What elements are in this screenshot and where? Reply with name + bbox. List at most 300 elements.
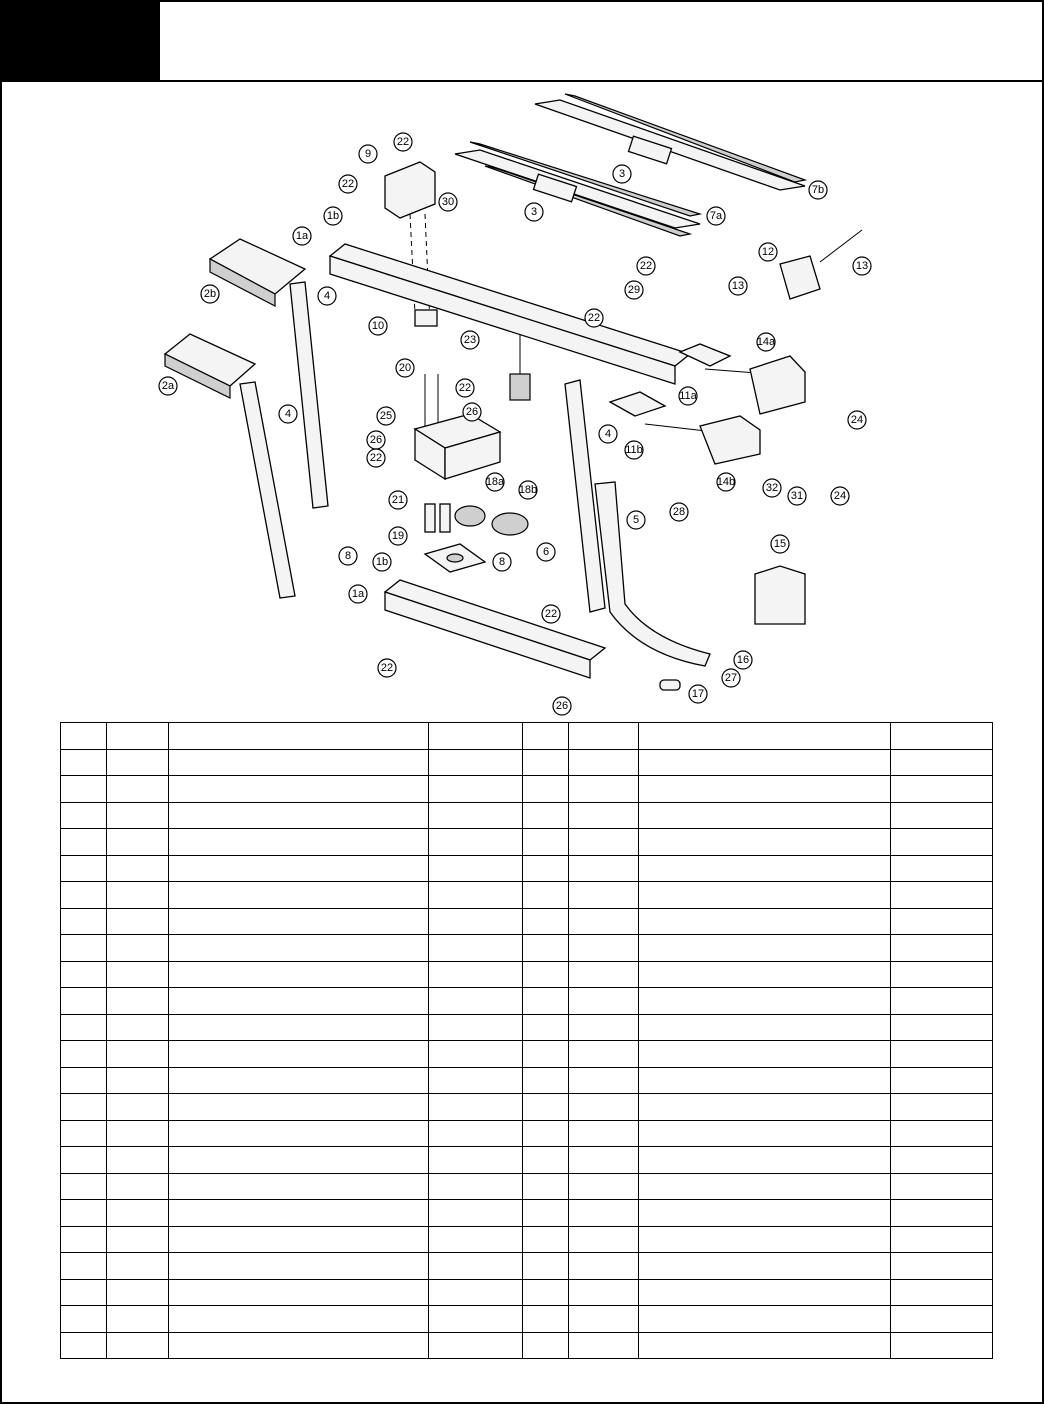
table-cell bbox=[891, 882, 993, 909]
svg-text:28: 28 bbox=[672, 506, 686, 518]
table-cell bbox=[169, 776, 429, 803]
svg-text:5: 5 bbox=[632, 514, 640, 526]
table-cell bbox=[569, 1120, 639, 1147]
table-cell bbox=[169, 961, 429, 988]
callout-16 bbox=[734, 651, 752, 669]
table-cell bbox=[891, 1120, 993, 1147]
table-row bbox=[61, 1332, 993, 1359]
svg-text:18a: 18a bbox=[485, 476, 505, 488]
table-cell bbox=[523, 1253, 569, 1280]
table-cell bbox=[891, 1173, 993, 1200]
svg-text:11b: 11b bbox=[625, 444, 643, 456]
table-cell bbox=[61, 855, 107, 882]
svg-text:26: 26 bbox=[369, 434, 383, 446]
table-cell bbox=[569, 908, 639, 935]
callout-22d bbox=[585, 309, 603, 327]
callout-5 bbox=[627, 511, 645, 529]
table-cell bbox=[523, 882, 569, 909]
callout-11a bbox=[679, 387, 698, 405]
table-cell bbox=[639, 1253, 891, 1280]
table-cell bbox=[61, 1253, 107, 1280]
table-cell bbox=[569, 882, 639, 909]
table-cell bbox=[639, 1094, 891, 1121]
table-cell bbox=[61, 1279, 107, 1306]
callout-22g bbox=[542, 605, 560, 623]
table-row bbox=[61, 961, 993, 988]
table-cell bbox=[107, 988, 169, 1015]
table-cell bbox=[107, 935, 169, 962]
table-cell bbox=[523, 1279, 569, 1306]
table-cell bbox=[107, 1226, 169, 1253]
table-cell bbox=[639, 961, 891, 988]
table-cell bbox=[429, 1306, 523, 1333]
table-cell bbox=[429, 776, 523, 803]
table-cell bbox=[523, 1200, 569, 1227]
svg-text:7b: 7b bbox=[811, 184, 825, 196]
table-cell bbox=[61, 1173, 107, 1200]
table-cell bbox=[107, 1014, 169, 1041]
callout-1a-upper bbox=[293, 227, 311, 245]
svg-text:27: 27 bbox=[724, 672, 738, 684]
table-cell bbox=[639, 749, 891, 776]
table-cell bbox=[429, 723, 523, 750]
callout-11b bbox=[625, 441, 643, 459]
callout-18b bbox=[519, 481, 537, 499]
table-cell bbox=[107, 961, 169, 988]
callout-22f bbox=[367, 449, 385, 467]
svg-text:22: 22 bbox=[458, 382, 472, 394]
table-cell bbox=[569, 1041, 639, 1068]
table-row bbox=[61, 1041, 993, 1068]
table-cell bbox=[639, 1226, 891, 1253]
svg-text:4: 4 bbox=[284, 408, 292, 420]
table-cell bbox=[429, 1067, 523, 1094]
table-cell bbox=[523, 1120, 569, 1147]
pulley-18a bbox=[455, 506, 485, 526]
svg-text:21: 21 bbox=[391, 494, 405, 506]
svg-text:3: 3 bbox=[530, 206, 538, 218]
table-cell bbox=[429, 1200, 523, 1227]
table-cell bbox=[639, 802, 891, 829]
callout-4-center bbox=[599, 425, 617, 443]
table-cell bbox=[639, 855, 891, 882]
header-black-block bbox=[0, 0, 160, 80]
table-cell bbox=[429, 1041, 523, 1068]
callout-28 bbox=[670, 503, 688, 521]
table-cell bbox=[891, 855, 993, 882]
svg-text:26: 26 bbox=[465, 406, 479, 418]
table-cell bbox=[61, 1041, 107, 1068]
table-cell bbox=[107, 1253, 169, 1280]
spring-23 bbox=[510, 334, 530, 400]
table-cell bbox=[61, 829, 107, 856]
table-cell bbox=[169, 802, 429, 829]
table-cell bbox=[569, 1306, 639, 1333]
bracket-9 bbox=[385, 162, 435, 218]
table-cell bbox=[569, 961, 639, 988]
table-cell bbox=[639, 1120, 891, 1147]
callout-1a-lower bbox=[349, 585, 367, 603]
svg-text:1b: 1b bbox=[326, 210, 340, 222]
svg-text:2b: 2b bbox=[203, 288, 217, 300]
table-cell bbox=[169, 1279, 429, 1306]
table-row bbox=[61, 1279, 993, 1306]
callout-17 bbox=[689, 685, 707, 703]
table-cell bbox=[523, 1067, 569, 1094]
table-cell bbox=[107, 829, 169, 856]
svg-text:23: 23 bbox=[463, 334, 477, 346]
table-cell bbox=[569, 1014, 639, 1041]
table-cell bbox=[569, 855, 639, 882]
table-cell bbox=[107, 723, 169, 750]
callout-26c bbox=[553, 697, 571, 715]
svg-text:22: 22 bbox=[380, 662, 394, 674]
svg-text:1b: 1b bbox=[375, 556, 389, 568]
table-cell bbox=[429, 1253, 523, 1280]
svg-text:7a: 7a bbox=[709, 210, 723, 222]
table-row bbox=[61, 882, 993, 909]
bracket-12 bbox=[780, 256, 820, 299]
table-row bbox=[61, 1226, 993, 1253]
svg-text:15: 15 bbox=[773, 538, 787, 550]
table-cell bbox=[107, 776, 169, 803]
callout-19 bbox=[389, 527, 407, 545]
table-cell bbox=[569, 935, 639, 962]
callout-24a bbox=[848, 411, 866, 429]
callout-29 bbox=[625, 281, 643, 299]
callout-26a bbox=[463, 403, 481, 421]
callout-10 bbox=[369, 317, 387, 335]
callout-4-left bbox=[279, 405, 297, 423]
table-cell bbox=[891, 1253, 993, 1280]
table-cell bbox=[639, 1067, 891, 1094]
table-cell bbox=[523, 776, 569, 803]
table-cell bbox=[891, 1279, 993, 1306]
callout-4-upper bbox=[318, 287, 336, 305]
table-cell bbox=[169, 723, 429, 750]
table-cell bbox=[107, 882, 169, 909]
table-cell bbox=[891, 1147, 993, 1174]
svg-text:26: 26 bbox=[555, 700, 569, 712]
table-cell bbox=[61, 1120, 107, 1147]
table-cell bbox=[639, 1041, 891, 1068]
table-cell bbox=[523, 1014, 569, 1041]
table-row bbox=[61, 855, 993, 882]
table-cell bbox=[61, 882, 107, 909]
table-row bbox=[61, 723, 993, 750]
table-cell bbox=[169, 1120, 429, 1147]
table-cell bbox=[523, 1147, 569, 1174]
table-row bbox=[61, 1147, 993, 1174]
table-cell bbox=[107, 855, 169, 882]
table-cell bbox=[639, 1147, 891, 1174]
table-row bbox=[61, 1067, 993, 1094]
table-row bbox=[61, 908, 993, 935]
svg-text:19: 19 bbox=[391, 530, 405, 542]
table-cell bbox=[429, 1279, 523, 1306]
svg-text:32: 32 bbox=[765, 482, 779, 494]
table-cell bbox=[429, 829, 523, 856]
svg-text:4: 4 bbox=[323, 290, 331, 302]
table-cell bbox=[523, 935, 569, 962]
table-cell bbox=[107, 908, 169, 935]
table-cell bbox=[569, 749, 639, 776]
table-row bbox=[61, 1014, 993, 1041]
table-cell bbox=[61, 1226, 107, 1253]
table-row bbox=[61, 1094, 993, 1121]
table-cell bbox=[569, 988, 639, 1015]
table-cell bbox=[891, 1094, 993, 1121]
table-row bbox=[61, 802, 993, 829]
table-cell bbox=[891, 935, 993, 962]
svg-text:22: 22 bbox=[341, 178, 355, 190]
callout-14b bbox=[717, 473, 735, 491]
table-cell bbox=[639, 776, 891, 803]
table-cell bbox=[107, 802, 169, 829]
table-cell bbox=[61, 935, 107, 962]
callout-22c bbox=[637, 257, 655, 275]
svg-text:22: 22 bbox=[587, 312, 601, 324]
bolt-20 bbox=[425, 374, 438, 429]
callout-7b bbox=[809, 181, 827, 199]
table-cell bbox=[639, 1332, 891, 1359]
table-cell bbox=[61, 1014, 107, 1041]
table-cell bbox=[891, 908, 993, 935]
svg-text:22: 22 bbox=[544, 608, 558, 620]
table-cell bbox=[569, 1094, 639, 1121]
table-cell bbox=[61, 1094, 107, 1121]
angle-1a-upper bbox=[330, 244, 690, 384]
table-cell bbox=[169, 1041, 429, 1068]
callout-8a bbox=[339, 547, 357, 565]
table-cell bbox=[639, 723, 891, 750]
parts-list-table bbox=[60, 722, 993, 1359]
table-cell bbox=[891, 776, 993, 803]
table-cell bbox=[523, 908, 569, 935]
bracket-14b bbox=[700, 416, 760, 464]
callout-24b bbox=[831, 487, 849, 505]
svg-text:13: 13 bbox=[855, 260, 869, 272]
svg-text:3: 3 bbox=[618, 168, 626, 180]
svg-text:30: 30 bbox=[441, 196, 455, 208]
callout-23 bbox=[461, 331, 479, 349]
table-cell bbox=[569, 776, 639, 803]
table-cell bbox=[569, 1147, 639, 1174]
callout-26b bbox=[367, 431, 385, 449]
callout-3-lower bbox=[525, 203, 543, 221]
table-cell bbox=[61, 1067, 107, 1094]
callout-27 bbox=[722, 669, 740, 687]
svg-text:16: 16 bbox=[736, 654, 750, 666]
table-cell bbox=[891, 1332, 993, 1359]
svg-text:31: 31 bbox=[790, 490, 804, 502]
table-cell bbox=[569, 1067, 639, 1094]
table-cell bbox=[523, 723, 569, 750]
table-cell bbox=[569, 1253, 639, 1280]
svg-text:20: 20 bbox=[398, 362, 412, 374]
table-cell bbox=[169, 1067, 429, 1094]
table-cell bbox=[107, 1067, 169, 1094]
table-cell bbox=[523, 855, 569, 882]
table-cell bbox=[107, 1173, 169, 1200]
table-cell bbox=[429, 961, 523, 988]
table-cell bbox=[523, 988, 569, 1015]
table-row bbox=[61, 829, 993, 856]
table-cell bbox=[61, 1147, 107, 1174]
callout-8b bbox=[493, 553, 511, 571]
table-cell bbox=[523, 829, 569, 856]
table-cell bbox=[169, 935, 429, 962]
table-cell bbox=[429, 802, 523, 829]
table-cell bbox=[169, 988, 429, 1015]
table-cell bbox=[639, 1200, 891, 1227]
table-cell bbox=[107, 749, 169, 776]
table-cell bbox=[639, 882, 891, 909]
table-cell bbox=[429, 1014, 523, 1041]
table-row bbox=[61, 749, 993, 776]
table-cell bbox=[639, 1306, 891, 1333]
callout-20 bbox=[396, 359, 414, 377]
table-cell bbox=[891, 723, 993, 750]
svg-text:8: 8 bbox=[498, 556, 506, 568]
table-cell bbox=[169, 1332, 429, 1359]
table-cell bbox=[169, 1253, 429, 1280]
pulley-18b bbox=[492, 513, 528, 535]
table-cell bbox=[107, 1147, 169, 1174]
table-cell bbox=[107, 1306, 169, 1333]
table-cell bbox=[639, 1173, 891, 1200]
svg-text:17: 17 bbox=[691, 688, 705, 700]
table-cell bbox=[891, 961, 993, 988]
table-cell bbox=[107, 1120, 169, 1147]
table-cell bbox=[569, 1226, 639, 1253]
table-cell bbox=[523, 1306, 569, 1333]
table-cell bbox=[61, 723, 107, 750]
table-row bbox=[61, 776, 993, 803]
table-cell bbox=[639, 935, 891, 962]
bracket-14a bbox=[750, 356, 805, 414]
table-cell bbox=[61, 1332, 107, 1359]
callout-12 bbox=[759, 243, 777, 261]
table-cell bbox=[169, 882, 429, 909]
table-row bbox=[61, 1200, 993, 1227]
callout-22b bbox=[339, 175, 357, 193]
svg-text:1a: 1a bbox=[351, 588, 365, 600]
table-cell bbox=[569, 802, 639, 829]
page-header bbox=[0, 0, 1044, 82]
table-row bbox=[61, 988, 993, 1015]
callout-22e bbox=[456, 379, 474, 397]
svg-text:18b: 18b bbox=[518, 484, 538, 496]
table-cell bbox=[169, 855, 429, 882]
table-cell bbox=[523, 1041, 569, 1068]
table-cell bbox=[61, 988, 107, 1015]
table-cell bbox=[107, 1094, 169, 1121]
callout-22h bbox=[378, 659, 396, 677]
callout-22a bbox=[394, 133, 412, 151]
svg-text:1a: 1a bbox=[295, 230, 309, 242]
callout-13b bbox=[853, 257, 871, 275]
arm-5 bbox=[595, 482, 710, 666]
table-cell bbox=[891, 802, 993, 829]
table-cell bbox=[61, 908, 107, 935]
svg-text:29: 29 bbox=[627, 284, 641, 296]
washer-19 bbox=[425, 544, 485, 572]
callout-15 bbox=[771, 535, 789, 553]
table-row bbox=[61, 1253, 993, 1280]
table-cell bbox=[891, 1226, 993, 1253]
table-cell bbox=[169, 1226, 429, 1253]
table-cell bbox=[107, 1332, 169, 1359]
table-cell bbox=[61, 776, 107, 803]
callout-13a bbox=[729, 277, 747, 295]
bracket-15 bbox=[755, 566, 805, 624]
table-cell bbox=[169, 1094, 429, 1121]
svg-text:2a: 2a bbox=[161, 380, 175, 392]
table-cell bbox=[569, 1279, 639, 1306]
table-cell bbox=[169, 1147, 429, 1174]
table-row bbox=[61, 1306, 993, 1333]
table-cell bbox=[569, 723, 639, 750]
svg-text:24: 24 bbox=[850, 414, 864, 426]
table-cell bbox=[639, 829, 891, 856]
spacer-21 bbox=[425, 504, 450, 532]
callout-14a bbox=[757, 333, 776, 351]
table-cell bbox=[891, 1041, 993, 1068]
table-cell bbox=[639, 1014, 891, 1041]
table-cell bbox=[639, 908, 891, 935]
callout-2b bbox=[201, 285, 219, 303]
table-cell bbox=[169, 1306, 429, 1333]
table-cell bbox=[639, 1279, 891, 1306]
table-cell bbox=[569, 1200, 639, 1227]
table-cell bbox=[169, 908, 429, 935]
exploded-parts-diagram bbox=[0, 84, 1044, 720]
table-cell bbox=[107, 1279, 169, 1306]
table-cell bbox=[107, 1200, 169, 1227]
table-cell bbox=[169, 829, 429, 856]
table-cell bbox=[429, 749, 523, 776]
table-cell bbox=[61, 1306, 107, 1333]
svg-text:10: 10 bbox=[371, 320, 385, 332]
svg-text:14b: 14b bbox=[716, 476, 736, 488]
callout-32 bbox=[763, 479, 781, 497]
clevis-pin-17 bbox=[660, 680, 680, 690]
table-cell bbox=[107, 1041, 169, 1068]
svg-text:22: 22 bbox=[369, 452, 383, 464]
table-cell bbox=[429, 1147, 523, 1174]
table-cell bbox=[523, 1173, 569, 1200]
table-cell bbox=[523, 1094, 569, 1121]
table-cell bbox=[639, 988, 891, 1015]
strap-4-right bbox=[290, 282, 331, 508]
table-cell bbox=[429, 1173, 523, 1200]
table-cell bbox=[523, 1332, 569, 1359]
table-cell bbox=[169, 749, 429, 776]
svg-text:22: 22 bbox=[396, 136, 410, 148]
table-cell bbox=[169, 1014, 429, 1041]
callout-1b-lower bbox=[373, 553, 391, 571]
table-cell bbox=[891, 1067, 993, 1094]
table-cell bbox=[523, 961, 569, 988]
bracket-10 bbox=[415, 310, 437, 326]
table-cell bbox=[569, 1173, 639, 1200]
table-cell bbox=[429, 908, 523, 935]
callout-9 bbox=[359, 145, 377, 163]
callout-30 bbox=[439, 193, 457, 211]
table-cell bbox=[891, 829, 993, 856]
svg-text:24: 24 bbox=[833, 490, 847, 502]
